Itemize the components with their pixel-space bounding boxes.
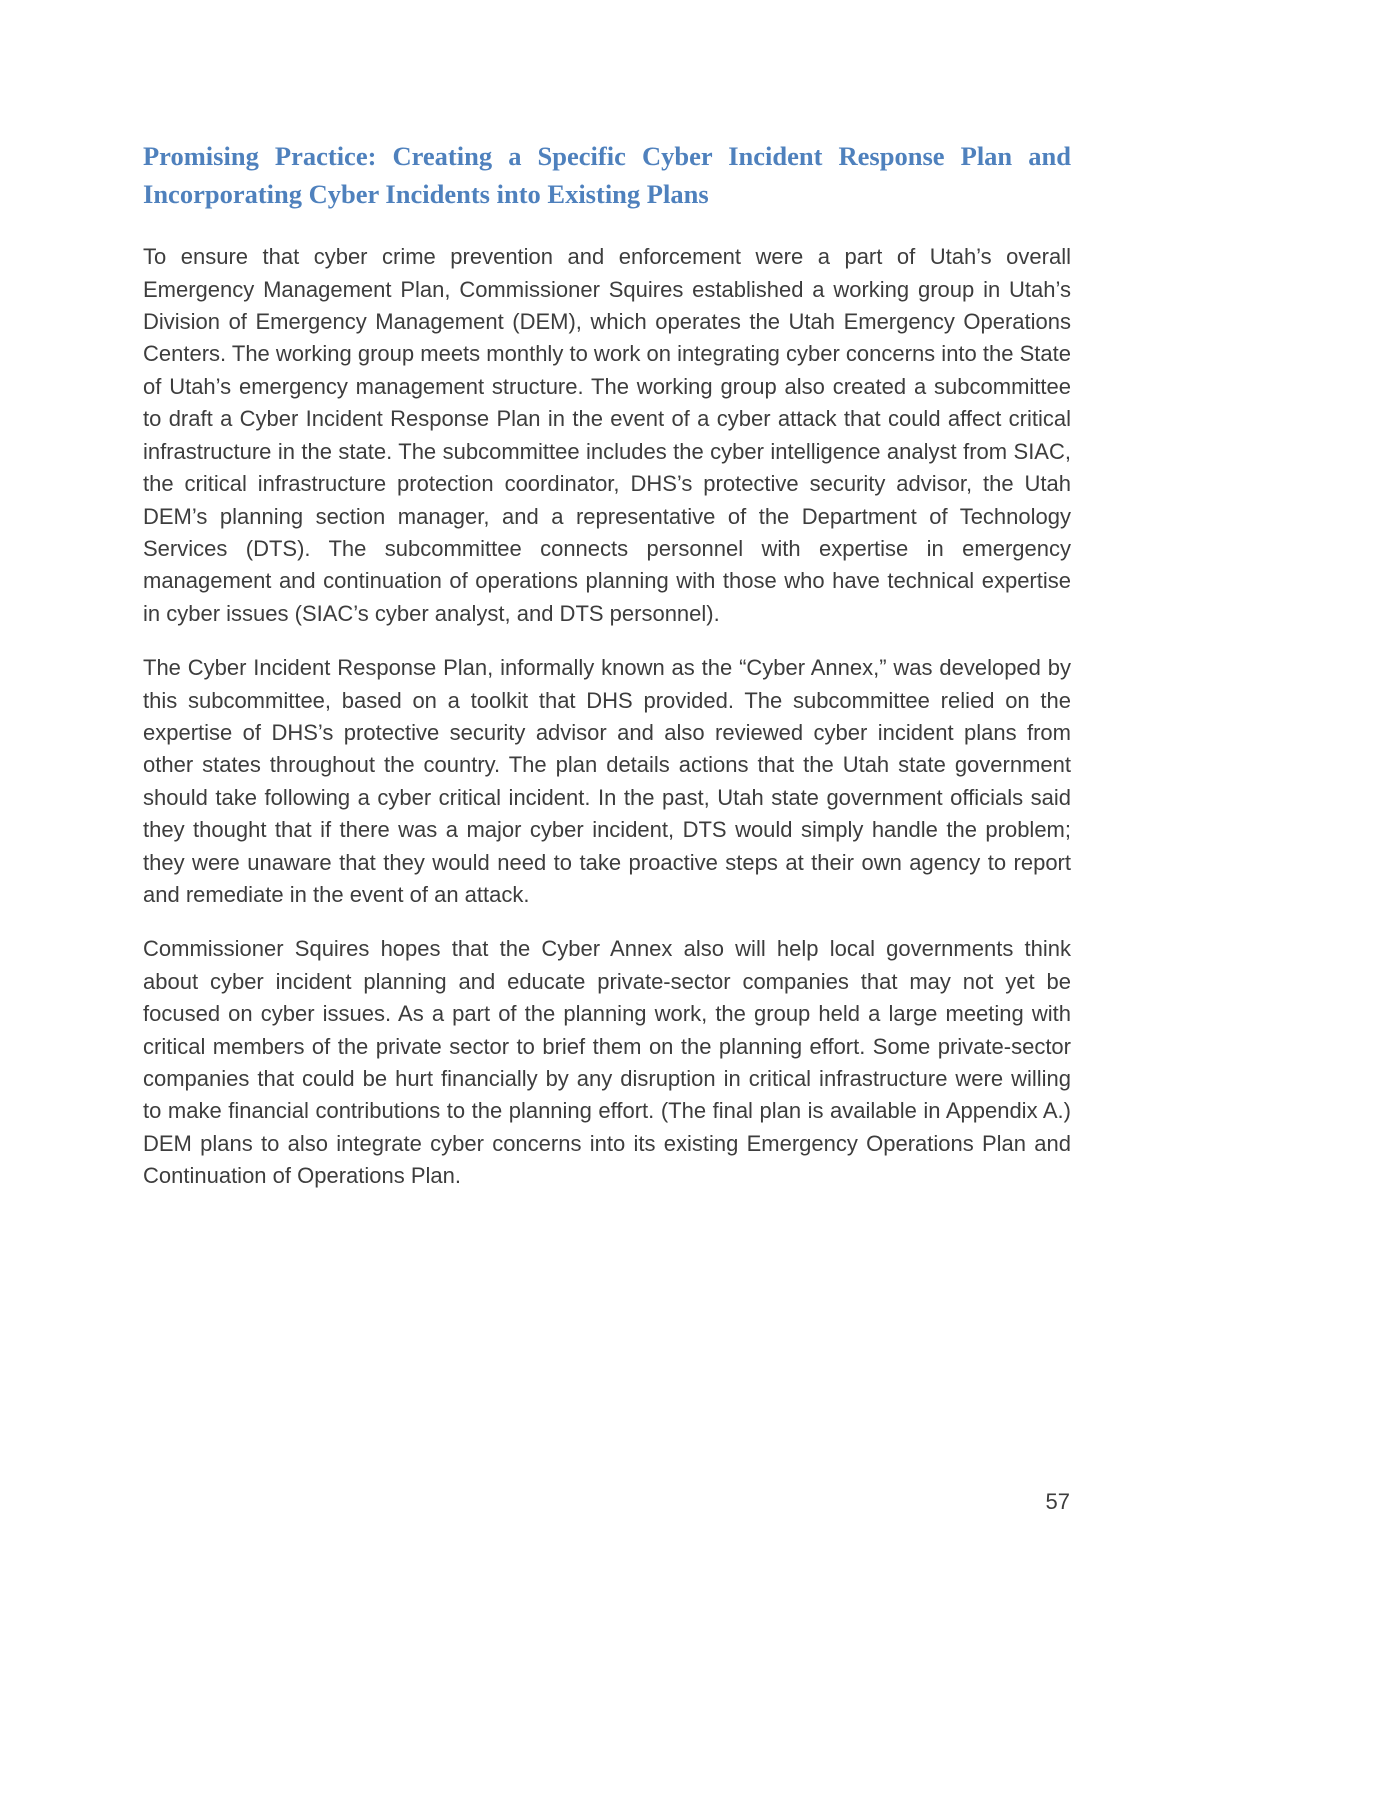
paragraph-working-group: To ensure that cyber crime prevention and enforcement were a part of Utah’s overall Emergency Management Plan, Commissioner Squires established a working group in Utah’s Division of Emergency Management (DEM), which operates the Utah Emergency Operations Centers. The working group meets monthly to work on integrating cyber concerns into the State of Utah’s emergency management structure. The working group also created a subcommittee to draft a Cyber Incident Response Plan in the event of a cyber attack that could affect critical infrastructure in the state. The subcommittee includes the cyber intelligence analyst from SIAC, the critical infrastructure protection coordinator, DHS’s protective security advisor, the Utah DEM’s planning section manager, and a representative of the Department of Technology Services (DTS). The subcommittee connects personnel with expertise in emergency management and continuation of operations planning with those who have technical expertise in cyber issues (SIAC’s cyber analyst, and DTS personnel). [143, 244, 1071, 626]
paragraph-local-governments: Commissioner Squires hopes that the Cyber Annex also will help local governments think about cyber incident planning and educate private-sector companies that may not yet be focused on cyber issues. As a part of the planning work, the group held a large meeting with critical members of the private sector to brief them on the planning effort. Some private-sector companies that could be hurt financially by any disruption in critical infrastructure were willing to make financial contributions to the planning effort. (The final plan is available in Appendix A.) DEM plans to also integrate cyber concerns into its existing Emergency Operations Plan and Continuation of Operations Plan. [143, 936, 1071, 1189]
paragraph-cyber-annex: The Cyber Incident Response Plan, informally known as the “Cyber Annex,” was developed by this subcommittee, based on a toolkit that DHS provided. The subcommittee relied on the expertise of DHS’s protective security advisor and also reviewed cyber incident plans from other states throughout the country. The plan details actions that the Utah state government should take following a cyber critical incident. In the past, Utah state government officials said they thought that if there was a major cyber incident, DTS would simply handle the problem; they were unaware that they would need to take proactive steps at their own agency to report and remediate in the event of an attack. [143, 655, 1071, 907]
page-content [143, 138, 1071, 1215]
page-number: 57 [1045, 1489, 1070, 1514]
section-heading: Promising Practice: Creating a Specific Cyber Incident Response Plan and Incorporating Cyber Incidents into Existing Plans [143, 141, 1071, 209]
